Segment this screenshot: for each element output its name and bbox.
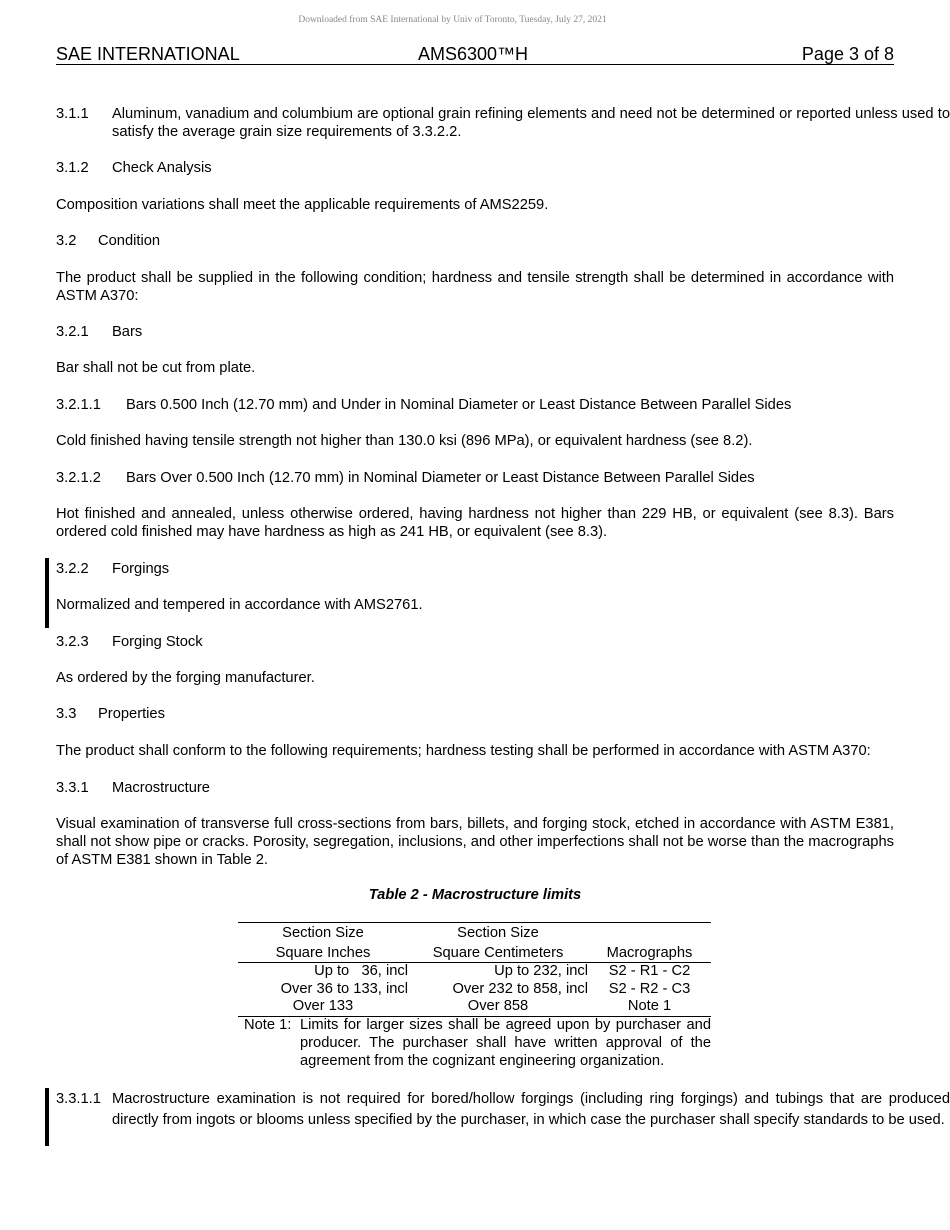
section-number: 3.3.1.1 [56,1091,101,1107]
section-number: 3.1.1 [56,106,89,122]
revision-bar [45,1088,49,1146]
section-title: Bars Over 0.500 Inch (12.70 mm) in Nominal Diameter or Least Distance Between Parallel Sides [126,470,755,486]
section-number: 3.2.3 [56,634,89,650]
body-3-2-1-2: Hot finished and annealed, unless otherwise ordered, having hardness not higher than 229 HB, or equivalent (see 8.3). Bars ordered cold finished may have hardness as high as 241 HB, or equivalent (see 8.3). [56,506,894,540]
heading-3-2-2 [56,560,950,578]
section-number: 3.2.1.1 [56,397,101,413]
heading-3-2-1-2 [56,469,950,487]
section-title: Macrostructure [112,780,210,796]
section-title: Condition [98,233,161,249]
download-note: Downloaded from SAE International by Univ of Toronto, Tuesday, July 27, 2021 [298,15,607,25]
body-3-3: The product shall conform to the following requirements; hardness testing shall be performed in accordance with ASTM A370: [56,743,871,759]
header-page-number: Page 3 of 8 [801,44,894,64]
section-number: 3.3.1 [56,780,89,796]
section-title: Properties [98,706,165,722]
col-header-empty [588,923,711,943]
body-3-2: The product shall be supplied in the following condition; hardness and tensile strength shall be determined in accordance with ASTM A370: [56,270,894,304]
section-number: 3.2.1.2 [56,470,101,486]
table-row [238,963,711,981]
header-doc-number: AMS6300™H [418,44,529,64]
cell-cm: Up to 232, incl [494,963,588,979]
table-caption: Table 2 - Macrostructure limits [368,887,582,903]
col-header: Square Inches [238,943,408,963]
table-row [238,998,711,1016]
section-number: 3.2 [56,233,77,249]
body-3-2-1: Bar shall not be cut from plate. [56,360,256,376]
cell-macro: S2 - R1 - C2 [608,963,691,979]
section-number: 3.1.2 [56,160,89,176]
section-text: Macrostructure examination is not required for bored/hollow forgings (including ring forgings) and tubings that are produced directly from ingots or blooms unless specified by the purchaser, in which case the purchaser shall specify standards to be used. [112,1091,950,1128]
heading-3-2-1 [56,323,950,341]
section-title: Bars 0.500 Inch (12.70 mm) and Under in Nominal Diameter or Least Distance Between Parallel Sides [126,397,792,413]
macrostructure-table [238,922,711,1017]
heading-3-1-2 [56,159,950,177]
body-3-3-1: Visual examination of transverse full cross-sections from bars, billets, and forging stock, etched in accordance with ASTM E381, shall not show pipe or cracks. Porosity, segregation, inclusions, and other imperfections shall not be worse than the macrographs of ASTM E381 shown in Table 2. [56,816,894,868]
body-3-1-2: Composition variations shall meet the applicable requirements of AMS2259. [56,197,549,213]
section-number: 3.3 [56,706,77,722]
section-title: Check Analysis [112,160,212,176]
heading-3-2-3 [56,633,950,651]
section-3-3-1-1 [56,1089,950,1130]
section-number: 3.2.2 [56,561,89,577]
heading-3-3-1 [56,779,950,797]
heading-3-2-1-1 [56,396,950,414]
section-text: Aluminum, vanadium and columbium are optional grain refining elements and need not be determined or reported unless used to satisfy the average grain size requirements of 3.3.2.2. [112,106,950,140]
cell-inches: Up to 36, incl [314,963,408,979]
cell-cm: Over 858 [408,998,588,1016]
body-3-2-3: As ordered by the forging manufacturer. [56,670,315,686]
table-note [244,1016,711,1070]
cell-cm: Over 232 to 858, incl [452,980,588,997]
page-header [56,44,894,65]
section-title: Forging Stock [112,634,203,650]
col-header: Square Centimeters [408,943,588,963]
note-label: Note 1: [244,1017,292,1033]
cell-inches: Over 133 [238,998,408,1016]
cell-macro: S2 - R2 - C3 [608,980,691,997]
table-row [238,981,711,999]
note-text: Limits for larger sizes shall be agreed upon by purchaser and producer. The purchaser shall have written approval of the agreement from the cognizant engineering organization. [300,1017,711,1069]
heading-3-3 [56,705,936,723]
col-header: Section Size [408,923,588,943]
body-3-2-2: Normalized and tempered in accordance with AMS2761. [56,597,423,613]
heading-3-2 [56,232,936,250]
col-header: Macrographs [588,943,711,963]
section-title: Forgings [112,561,170,577]
body-3-2-1-1: Cold finished having tensile strength not higher than 130.0 ksi (896 MPa), or equivalent hardness (see 8.2). [56,433,753,449]
cell-macro: Note 1 [588,998,711,1016]
section-number: 3.2.1 [56,324,89,340]
header-org: SAE INTERNATIONAL [56,44,240,64]
col-header: Section Size [238,923,408,943]
cell-inches: Over 36 to 133, incl [280,980,408,997]
revision-bar [45,558,49,628]
section-3-1-1 [56,105,950,141]
section-title: Bars [112,324,143,340]
